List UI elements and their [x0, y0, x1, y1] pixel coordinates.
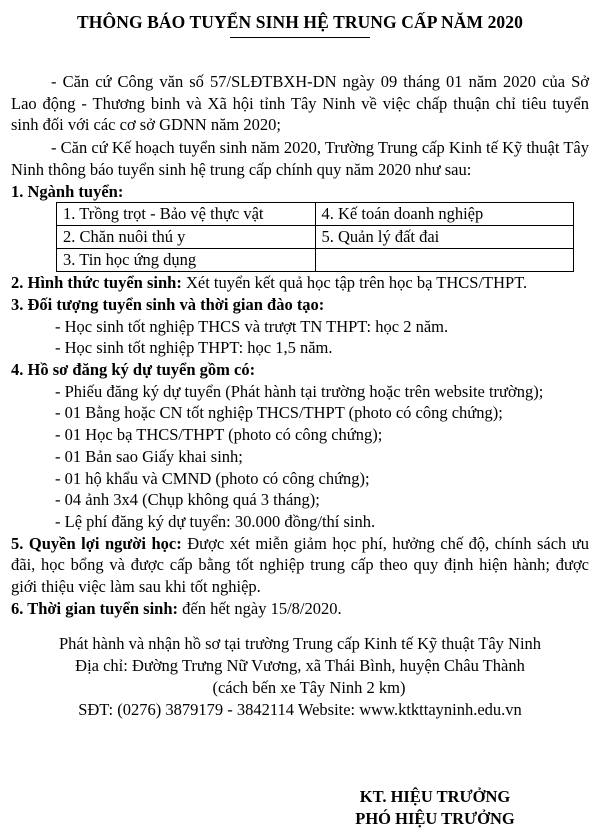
- majors-table: [56, 202, 574, 272]
- major-cell: 2. Chăn nuôi thú y: [57, 226, 316, 249]
- list-item: - Học sinh tốt nghiệp THPT: học 1,5 năm.: [55, 338, 333, 358]
- section-2: [11, 272, 589, 294]
- section-3: [11, 294, 589, 316]
- section-6-heading: 6. Thời gian tuyển sinh:: [11, 598, 179, 618]
- section-4-heading: 4. Hồ sơ đăng ký dự tuyển gồm có:: [11, 360, 256, 380]
- major-cell-empty: [315, 249, 574, 272]
- list-item: - 01 Học bạ THCS/THPT (photo có công chứng);: [55, 425, 383, 445]
- signature-line-1: KT. HIỆU TRƯỞNG: [359, 787, 511, 806]
- footer-distance-line: (cách bến xe Tây Ninh 2 km): [212, 677, 406, 697]
- footer-contact-line: SĐT: (0276) 3879179 - 3842114 Website: www.ktkttayninh.edu.vn: [78, 699, 522, 719]
- section-5-text: Được xét miễn giảm học phí, hưởng chế độ, chính sách ưu đãi, học bổng và được cấp bằng tốt nghiệp trung cấp theo quy định hiện hành; được giới thiệu việc làm sau khi tốt nghiệp.: [11, 533, 589, 597]
- section-2-heading: 2. Hình thức tuyển sinh:: [11, 273, 182, 293]
- major-cell: 4. Kế toán doanh nghiệp: [315, 203, 574, 226]
- contact-footer: [11, 633, 589, 720]
- signature-block: [340, 786, 530, 829]
- list-item: - Phiếu đăng ký dự tuyển (Phát hành tại trường hoặc trên website trường);: [55, 381, 544, 401]
- section-1: [11, 181, 589, 203]
- section-5: [11, 533, 589, 598]
- document-title: THÔNG BÁO TUYỂN SINH HỆ TRUNG CẤP NĂM 2020: [77, 12, 523, 32]
- title-underline: [230, 37, 370, 38]
- list-item: - 04 ảnh 3x4 (Chụp không quá 3 tháng);: [55, 490, 320, 510]
- major-cell: 1. Trồng trọt - Bảo vệ thực vật: [57, 203, 316, 226]
- footer-issue-line: Phát hành và nhận hồ sơ tại trường Trung cấp Kinh tế Kỹ thuật Tây Ninh: [58, 634, 542, 654]
- major-cell: 3. Tin học ứng dụng: [57, 249, 316, 272]
- list-item: - Lệ phí đăng ký dự tuyển: 30.000 đồng/thí sinh.: [55, 511, 376, 531]
- intro-paragraph-2: - Căn cứ Kế hoạch tuyển sinh năm 2020, Trường Trung cấp Kinh tế Kỹ thuật Tây Ninh thông báo tuyển sinh hệ trung cấp chính quy năm 2020 như sau:: [11, 138, 589, 179]
- section-5-heading: 5. Quyền lợi người học:: [11, 533, 182, 553]
- section-6-text: đến hết ngày 15/8/2020.: [178, 598, 342, 618]
- intro-block: [11, 71, 589, 181]
- major-cell: 5. Quản lý đất đai: [315, 226, 574, 249]
- list-item: - 01 Bằng hoặc CN tốt nghiệp THCS/THPT (photo có công chứng);: [55, 403, 503, 423]
- table-row: [57, 226, 574, 249]
- intro-paragraph-1: - Căn cứ Công văn số 57/SLĐTBXH-DN ngày 09 tháng 01 năm 2020 của Sở Lao động - Thương binh và Xã hội tỉnh Tây Ninh về việc chấp thuận chỉ tiêu tuyển sinh đối với các cơ sở GDNN năm 2020;: [11, 72, 589, 135]
- list-item: - 01 Bản sao Giấy khai sinh;: [55, 446, 243, 466]
- section-6: [11, 598, 589, 620]
- table-row: [57, 203, 574, 226]
- section-4: [11, 359, 589, 381]
- table-row: [57, 249, 574, 272]
- list-item: - 01 hộ khẩu và CMND (photo có công chứng);: [55, 468, 370, 488]
- list-item: - Học sinh tốt nghiệp THCS và trượt TN THPT: học 2 năm.: [55, 316, 449, 336]
- section-3-heading: 3. Đối tượng tuyển sinh và thời gian đào tạo:: [11, 294, 325, 314]
- footer-address-line: Địa chỉ: Đường Trưng Nữ Vương, xã Thái Bình, huyện Châu Thành: [75, 656, 525, 676]
- section-1-heading: 1. Ngành tuyển:: [11, 181, 124, 201]
- section-2-text: Xét tuyển kết quả học tập trên học bạ THCS/THPT.: [181, 273, 528, 293]
- signature-line-2: PHÓ HIỆU TRƯỞNG: [355, 808, 515, 828]
